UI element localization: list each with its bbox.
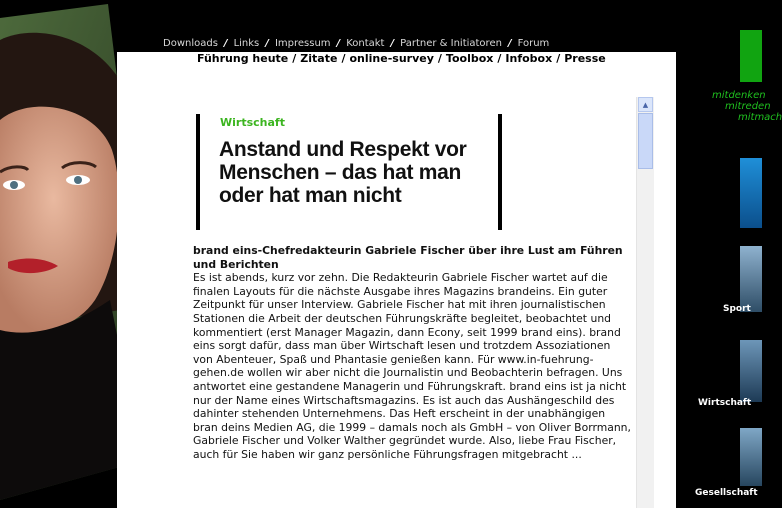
subnav-fuehrung-heute[interactable]: Führung heute [197,52,289,65]
article-headline: Anstand und Respekt vor Menschen – das hat man oder hat man nicht [219,138,467,207]
scroll-up-arrow-icon[interactable]: ▲ [638,97,653,112]
tagline [692,90,782,123]
subnav-separator: / [556,52,561,65]
nav-partner[interactable]: Partner & Initiatoren [400,38,502,49]
nav-kontakt[interactable]: Kontakt [346,38,385,49]
subnav-presse[interactable]: Presse [564,52,606,65]
category-tile-blue[interactable] [740,158,762,228]
subnav-toolbox[interactable]: Toolbox [445,52,494,65]
subnav-zitate[interactable]: Zitate [300,52,338,65]
subnav-separator: / [497,52,502,65]
section-navigation [197,52,606,66]
scroll-thumb[interactable] [638,113,653,169]
sidebar-link-sport[interactable]: Sport [723,304,751,314]
sidebar-link-gesellschaft[interactable]: Gesellschaft [695,488,758,498]
right-sidebar [676,0,782,508]
nav-forum[interactable]: Forum [517,38,550,49]
subnav-separator: / [341,52,346,65]
logo-tile [740,30,762,82]
article-text [193,244,633,462]
subnav-separator: / [437,52,442,65]
article-body: Es ist abends, kurz vor zehn. Die Redakteurin Gabriele Fischer wartet auf die finalen Layouts für die nächste Ausgabe ihres Magazins brandeins. Ein guter Zeitpunkt für unser Interview. Gabriele Fischer hat mit ihren journalistischen Stationen die Arbeit der deutschen Führungskräfte begleitet, beobachtet und kommentiert (erst Manager Magazin, dann Econy, seit 1999 brand eins). brand eins sorgt dafür, dass man über Wirtschaft lesen und trotzdem Assoziationen von Abenteuer, Spaß und Phantasie genießen kann. Für www.in-fuehrung-gehen.de wollen wir aber nicht die Journalistin und Beobachterin befragen. Uns antwortet eine gestandene Managerin und Führungskraft. brand eins ist ja nicht nur der Name eines Wirtschaftsmagazins. Es ist auch das Aushängeschild des dahinter stehenden Unternehmens. Das Heft erscheint in der unabhängigen bran deins Medien AG, die 1999 – damals noch als GmbH – von Oliver Borrmann, Gabriele Fischer und Volker Walther gegründet wurde. Also, liebe Frau Fischer, auch für Sie haben wir ganz persönliche Führungsfragen mitgebracht ... [193,271,631,461]
nav-separator: / [336,38,341,49]
nav-impressum[interactable]: Impressum [274,38,331,49]
content-panel [117,52,676,508]
tagline-line: mitmach [738,112,782,123]
gesellschaft-image[interactable] [740,428,762,486]
top-navigation [163,38,549,52]
vertical-scrollbar[interactable] [636,97,654,508]
nav-separator: / [265,38,269,49]
nav-separator: / [223,38,228,49]
subnav-infobox[interactable]: Infobox [505,52,553,65]
nav-separator: / [507,38,512,49]
nav-downloads[interactable]: Downloads [163,38,218,49]
headline-box [196,114,502,230]
tagline-line: mitreden [725,101,771,112]
article-kicker: Wirtschaft [220,116,285,129]
wirtschaft-image[interactable] [740,340,762,402]
nav-links[interactable]: Links [233,38,260,49]
tagline-line: mitdenken [712,90,766,101]
sport-image[interactable] [740,246,762,312]
subnav-separator: / [292,52,297,65]
subnav-online-survey[interactable]: online-survey [349,52,434,65]
article-lead: brand eins-Chefredakteurin Gabriele Fischer über ihre Lust am Führen und Berichten [193,244,623,271]
nav-separator: / [390,38,395,49]
sidebar-link-wirtschaft[interactable]: Wirtschaft [698,398,752,408]
